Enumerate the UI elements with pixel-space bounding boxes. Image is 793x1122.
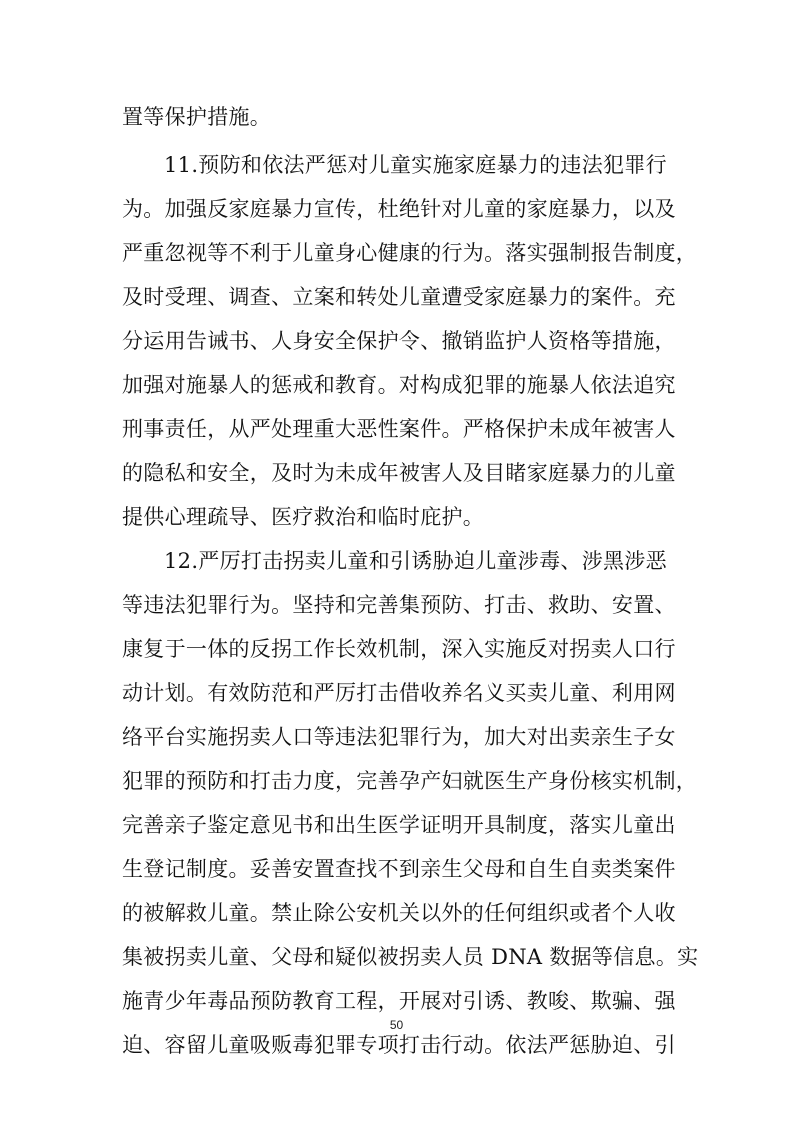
text-line-22: 迫、容留儿童吸贩毒犯罪专项打击行动。依法严惩胁迫、引 <box>122 1033 676 1057</box>
text-line-5: 及时受理、调查、立案和转处儿童遭受家庭暴力的案件。充 <box>122 285 676 309</box>
text-line-8: 刑事责任，从严处理重大恶性案件。严格保护未成年被害人 <box>122 417 676 441</box>
text-line-15: 络平台实施拐卖人口等违法犯罪行为，加大对出卖亲生子女 <box>122 725 676 749</box>
text-line-12: 等违法犯罪行为。坚持和完善集预防、打击、救助、安置、 <box>122 593 676 617</box>
text-line-1: 置等保护措施。 <box>122 105 272 129</box>
page-number: 50 <box>389 1018 404 1032</box>
text-line-17: 完善亲子鉴定意见书和出生医学证明开具制度，落实儿童出 <box>122 813 676 837</box>
text-line-10: 提供心理疏导、医疗救治和临时庇护。 <box>122 505 485 529</box>
text-line-19: 的被解救儿童。禁止除公安机关以外的任何组织或者个人收 <box>122 901 676 925</box>
text-line-14: 动计划。有效防范和严厉打击借收养名义买卖儿童、利用网 <box>122 681 676 705</box>
text-line-6: 分运用告诫书、人身安全保护令、撤销监护人资格等措施， <box>122 329 676 353</box>
text-line-4: 严重忽视等不利于儿童身心健康的行为。落实强制报告制度， <box>122 241 698 265</box>
text-line-13: 康复于一体的反拐工作长效机制，深入实施反对拐卖人口行 <box>122 637 676 661</box>
text-line-16: 犯罪的预防和打击力度，完善孕产妇就医生产身份核实机制， <box>122 769 698 793</box>
text-line-20: 集被拐卖儿童、父母和疑似被拐卖人员 DNA 数据等信息。实 <box>122 945 699 969</box>
text-line-9: 的隐私和安全，及时为未成年被害人及目睹家庭暴力的儿童 <box>122 461 676 485</box>
text-line-21: 施青少年毒品预防教育工程，开展对引诱、教唆、欺骗、强 <box>122 989 676 1013</box>
text-line-3: 为。加强反家庭暴力宣传，杜绝针对儿童的家庭暴力，以及 <box>122 197 676 221</box>
text-line-2: 11.预防和依法严惩对儿童实施家庭暴力的违法犯罪行 <box>164 153 667 177</box>
text-line-7: 加强对施暴人的惩戒和教育。对构成犯罪的施暴人依法追究 <box>122 373 676 397</box>
text-line-18: 生登记制度。妥善安置查找不到亲生父母和自生自卖类案件 <box>122 857 676 881</box>
text-line-11: 12.严厉打击拐卖儿童和引诱胁迫儿童涉毒、涉黑涉恶 <box>164 549 667 573</box>
